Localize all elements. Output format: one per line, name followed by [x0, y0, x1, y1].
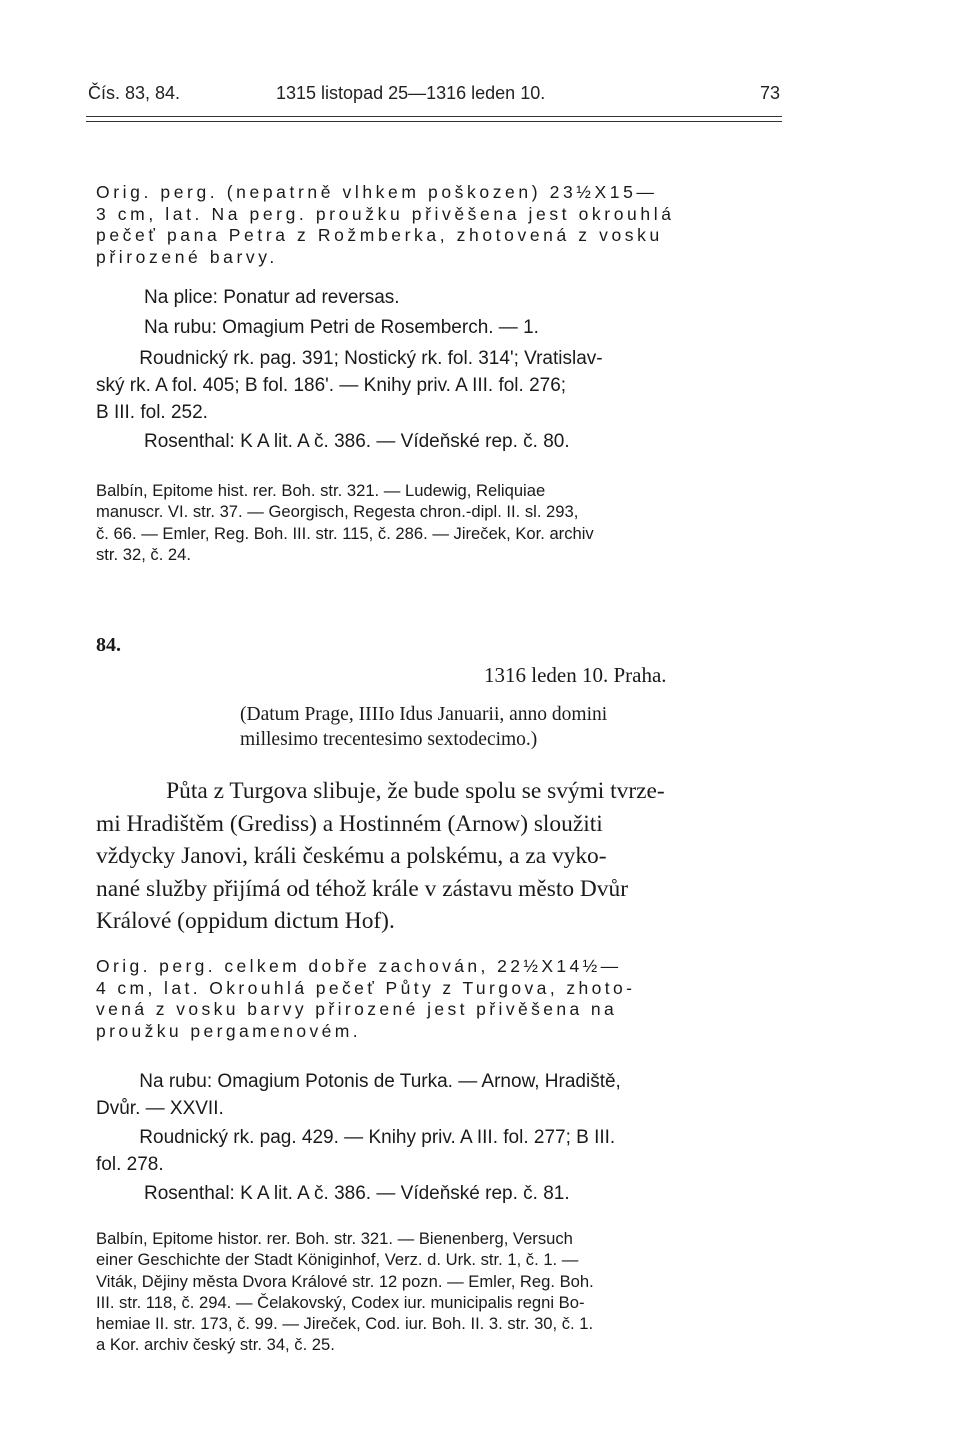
header-date-range: 1315 listopad 25—1316 leden 10. — [276, 83, 546, 103]
doc84-original-description: Orig. perg. celkem dobře zachován, 22½X14½— 4 cm, lat. Okrouhlá pečeť Půty z Turgova, zhoto- vená z vosku barvy přirozené jest přivěšena na proužku pergamenovém. — [96, 956, 636, 1041]
doc83-copies: Roudnický rk. pag. 391; Nostický rk. fol. 314'; Vratislav- ský rk. A fol. 405; B fol. 186'. — Knihy priv. A III. fol. 276; B III. fol. 252. — [96, 348, 603, 423]
doc83-verso-note: Na rubu: Omagium Petri de Rosemberch. — 1. — [144, 317, 539, 338]
doc83-literature: Balbín, Epitome hist. rer. Boh. str. 321. — Ludewig, Reliquiae manuscr. VI. str. 37. — Georgisch, Regesta chron.-dipl. II. sl. 293, č. 66. — Emler, Reg. Boh. III. str. 115, č. 286. — Jireček, Kor. archiv str. 32, č. 24. — [96, 481, 594, 564]
header-document-numbers: Čís. 83, 84. — [88, 83, 181, 103]
doc84-rosenthal-note: Rosenthal: K A lit. A č. 386. — Vídeňské rep. č. 81. — [144, 1183, 570, 1204]
doc84-date-place: 1316 leden 10. Praha. — [484, 663, 667, 687]
doc84-copies: Roudnický rk. pag. 429. — Knihy priv. A III. fol. 277; B III. fol. 278. — [96, 1127, 616, 1175]
doc84-regest: Půta z Turgova slibuje, že bude spolu se svými tvrze- mi Hradištěm (Grediss) a Hostinném (Arnow) sloužiti vždycky Janovi, králi českému a polskému, a za vyko- nané služby přijímá od téhož krále v zástavu město Dvůr Králové (oppidum dictum Hof). — [96, 778, 665, 934]
header-rule-bottom — [86, 121, 782, 122]
doc84-literature: Balbín, Epitome histor. rer. Boh. str. 321. — Bienenberg, Versuch einer Geschichte der Stadt Königinhof, Verz. d. Urk. str. 1, č. 1. — Viták, Dějiny města Dvora Králové str. 12 pozn. — Emler, Reg. Boh. III. str. 118, č. 294. — Čelakovský, Codex iur. municipalis regni Bo- hemiae II. str. 173, č. 99. — Jireček, Cod. iur. Boh. II. 3. str. 30, č. 1. a Kor. archiv český str. 34, č. 25. — [96, 1229, 594, 1355]
running-header — [88, 78, 780, 108]
doc83-original-description: Orig. perg. (nepatrně vlhkem poškozen) 23½X15— 3 cm, lat. Na perg. proužku přivěšena jest okrouhlá pečeť pana Petra z Rožmberka, zhotovená z vosku přirozené barvy. — [96, 182, 675, 267]
doc83-rosenthal-note: Rosenthal: K A lit. A č. 386. — Vídeňské rep. č. 80. — [144, 431, 570, 452]
doc84-datum: (Datum Prage, IIIIo Idus Januarii, anno domini millesimo trecentesimo sextodecimo.) — [240, 704, 608, 750]
header-rule-top — [86, 116, 782, 117]
doc83-plice-note: Na plice: Ponatur ad reversas. — [144, 287, 400, 308]
doc84-verso-note: Na rubu: Omagium Potonis de Turka. — Arnow, Hradiště, Dvůr. — XXVII. — [96, 1071, 621, 1119]
doc84-number: 84. — [96, 634, 121, 656]
doc83-copies-line-1 — [96, 345, 603, 426]
page-number: 73 — [759, 83, 780, 103]
